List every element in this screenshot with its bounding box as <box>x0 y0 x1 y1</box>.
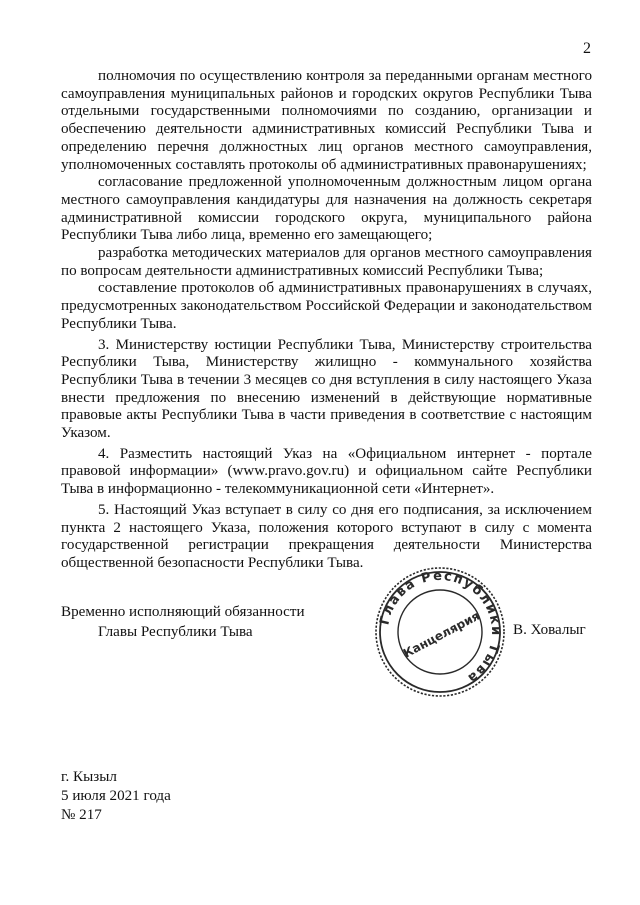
signature-title-line2: Главы Республики Тыва <box>98 624 253 640</box>
signer-name: В. Ховалыг <box>513 622 586 638</box>
paragraph-protocols: составление протоколов об административных правонарушениях в случаях, предусмотренных законодательством Российской Федерации и законодательством Республики Тыва. <box>61 280 592 332</box>
paragraph-item-3: 3. Министерству юстиции Республики Тыва, Министерству строительства Республики Тыва, Министерству жилищно - коммунального хозяйства Республики Тыва в течении 3 месяцев со дня вступления в силу настоящего Указа внести предложения по внесению изменений в действующие нормативные правовые акты Республики Тыва в части приведения в соответствие с настоящим Указом. <box>61 336 592 442</box>
paragraph-methodical-materials: разработка методических материалов для органов местного самоуправления по вопросам деятельности административных комиссий Республики Тыва; <box>61 245 592 279</box>
paragraph-item-5: 5. Настоящий Указ вступает в силу со дня его подписания, за исключением пункта 2 настоящего Указа, положения которого вступают в силу с момента государственной регистрации прекращения деятельности Министерства общественной безопасности Республики Тыва. <box>61 501 592 571</box>
footer-number: № 217 <box>61 807 102 823</box>
footer-city: г. Кызыл <box>61 769 117 785</box>
document-body <box>61 68 592 573</box>
paragraph-secretary-approval: согласование предложенной уполномоченным должностным лицом органа местного самоуправления кандидатуры для назначения на должность секретаря административной комиссии городского округа, муниципального района Республики Тыва либо лица, временно его замещающего; <box>61 174 592 244</box>
signature-title <box>61 602 305 642</box>
paragraph-item-4: 4. Разместить настоящий Указ на «Официальном интернет - портале правовой информации» (www.pravo.gov.ru) и официальном сайте Республики Тыва в информационно - телекоммуникационной сети «Интернет». <box>61 445 592 498</box>
paragraph-powers-control: полномочия по осуществлению контроля за переданными органам местного самоуправления муниципальных районов и городских округов Республики Тыва отдельными государственными полномочиями по созданию, организации и обеспечению деятельности административных комиссий Республики Тыва и определению перечня должностных лиц органов местного самоуправления, уполномоченных составлять протоколы об административных правонарушениях; <box>61 68 592 173</box>
official-seal-stamp <box>373 565 507 699</box>
page-number: 2 <box>583 40 591 57</box>
seal-center-text: Канцелярия <box>400 608 482 661</box>
footer-date: 5 июля 2021 года <box>61 788 171 804</box>
signature-title-line1: Временно исполняющий обязанности <box>61 604 305 620</box>
document-footer <box>61 768 171 825</box>
seal-ring-text: Глава Республики Тыва <box>377 568 504 687</box>
